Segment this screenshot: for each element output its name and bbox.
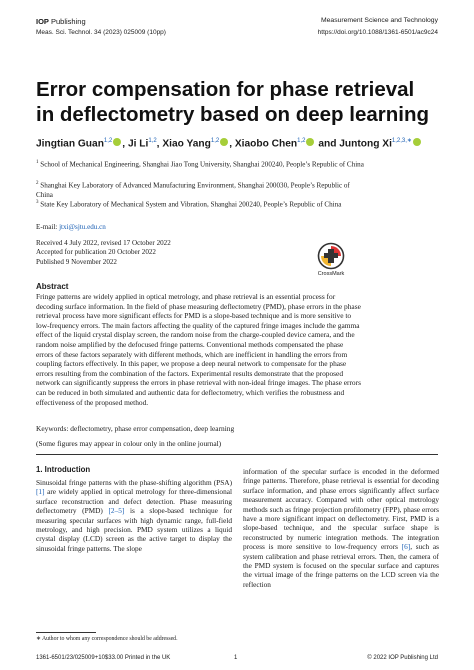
title-line: in deflectometry based on deep learning (36, 103, 430, 126)
introduction-heading: 1. Introduction (36, 465, 91, 474)
author-name: Jingtian Guan (36, 138, 104, 150)
abstract-text: Fringe patterns are widely applied in optical metrology, and phase retrieval is an essential process for decoding surface information. In the field of phase measuring deflectometry (PMD), phase errors in the phase retrieval process have more significant effects for PMD is a slope-based technique and is more sensitive to low-frequency errors. The main factors affecting the quality of the captured fringe images include the gamma effect of the liquid crystal display screen, the random noise from the charge-coupled device camera, and the random noise amplified by the defocused fringe patterns. Conventional methods compensated the phase errors of these factors separately with different methods, which are inefficient in handling the errors from coupling factors effectively. In this paper, we propose a deep neural network to compensate for the phase errors resulting from the combination of the factors. Experimental results demonstrate that the proposed network can significantly suppress the errors in phase retrieval with non-ideal fringe images. The phase errors can be reduced in both simulated and authentic data for deflectometry, which verifies the robustness and effectiveness of the proposed method. (36, 292, 361, 407)
body-text: information of the specular surface is encoded in the deformed fringe patterns. Therefore, phase retrieval is essential for decoding surface information, and phase errors significantly affect surface measurement accuracy. Compared with other optical metrology methods such as fringe projection profilometry (FPP), phase errors have a more significant impact on deflectometry. First, PMD is a slope-based technique, and the specular surface shape is reconstructed by numeric integration methods. The integration process is more sensitive to low-frequency errors (243, 467, 439, 552)
keywords: Keywords: deflectometry, phase error compensation, deep learning (36, 424, 235, 433)
paper-title (36, 77, 446, 127)
email-link[interactable]: jtxi@sjtu.edu.cn (59, 223, 106, 231)
author-affiliation-ref[interactable]: 1,2 (210, 138, 220, 144)
footer-copyright: © 2022 IOP Publishing Ltd (367, 655, 438, 661)
publisher-logo: IOP Publishing (36, 17, 86, 26)
citation-link[interactable]: [1] (36, 487, 45, 497)
affiliation-1: $^1$ School of Mechanical Engineering, Shanghai Jiao Tong University, Shanghai 200240, People’s Republic of China (36, 160, 364, 169)
intro-column-right (243, 467, 439, 589)
corresponding-email: E-mail: jtxi@sjtu.edu.cn (36, 223, 106, 231)
body-text: Sinusoidal fringe patterns with the phase-shifting algorithm (PSA) (36, 478, 232, 487)
citation-link[interactable]: [2–5] (108, 506, 125, 516)
doi-link[interactable]: https://doi.org/10.1088/1361-6501/ac9c24 (317, 29, 438, 36)
citation-line: Meas. Sci. Technol. 34 (2023) 025009 (10pp) (36, 29, 166, 36)
crossmark-label: CrossMark (317, 271, 345, 277)
journal-name: Measurement Science and Technology (320, 17, 438, 24)
author-affiliation-ref[interactable]: 1,2 (103, 138, 113, 144)
author-name: Ji Li (127, 138, 149, 150)
title-line: Error compensation for phase retrieval (36, 78, 415, 101)
footnote-divider (36, 632, 96, 633)
affiliation-2: $^2$ Shanghai Key Laboratory of Advanced Manufacturing Environment, Shanghai 200030, People’s Republic of China (36, 181, 350, 199)
footnote: ∗ Author to whom any correspondence should be addressed. (36, 636, 178, 642)
orcid-icon[interactable] (113, 138, 121, 146)
author-affiliation-ref[interactable]: 1,2 (297, 138, 306, 144)
footer-issn: 1361-6501/23/025009+10$33.00 Printed in the UK (36, 655, 171, 661)
author-affiliation-ref[interactable]: 1,2,3,∗ (391, 138, 412, 144)
author-affiliation-ref[interactable]: 1,2 (148, 138, 157, 144)
citation-link[interactable]: [6] (401, 542, 411, 552)
orcid-icon[interactable] (220, 138, 228, 146)
author-name: Xiao Yang (162, 138, 211, 150)
body-text: , such as system calibration and phase retrieval errors. Then, the camera of the PMD system is focused on the specular surface and captures the virtual image of the fringe patterns on the LCD screen via the reflection (243, 542, 439, 589)
body-text: is a slope-based technique for measuring specular surfaces with high dynamic range, full-field metrology, and high precision. PMD system utilizes a liquid crystal display (LCD) screen as the active target to display the sinusoidal fringe patterns. The slope (36, 506, 232, 553)
section-divider (36, 454, 438, 455)
page-number: 1 (234, 655, 238, 661)
author-list: Jingtian Guan$^{1,2}$ , Ji Li$^{1,2}$, Xiao Yang$^{1,2}$ , Xiaobo Chen$^{1,2}$ and Juntong $Xi^{1,2,3,∗}$ (36, 137, 422, 149)
intro-column-left (36, 478, 232, 553)
author-name: Juntong Xi (339, 138, 392, 150)
body-text: are widely applied in optical metrology for three-dimensional surface reconstruction and defect detection. Phase measuring deflectometry (PMD) (36, 487, 232, 516)
author-name: Xiaobo Chen (234, 138, 298, 150)
affiliation-3: $^3$ State Key Laboratory of Mechanical System and Vibration, Shanghai 200240, People’s Republic of China (36, 200, 342, 209)
abstract-heading: Abstract (36, 282, 69, 291)
colour-note: (Some figures may appear in colour only in the online journal) (36, 439, 222, 448)
orcid-icon[interactable] (413, 138, 421, 146)
crossmark-icon[interactable] (317, 242, 345, 270)
publication-dates: Received 4 July 2022, revised 17 October 2022 Accepted for publication 20 October 2022 Published 9 November 2022 (36, 239, 171, 266)
orcid-icon[interactable] (306, 138, 314, 146)
